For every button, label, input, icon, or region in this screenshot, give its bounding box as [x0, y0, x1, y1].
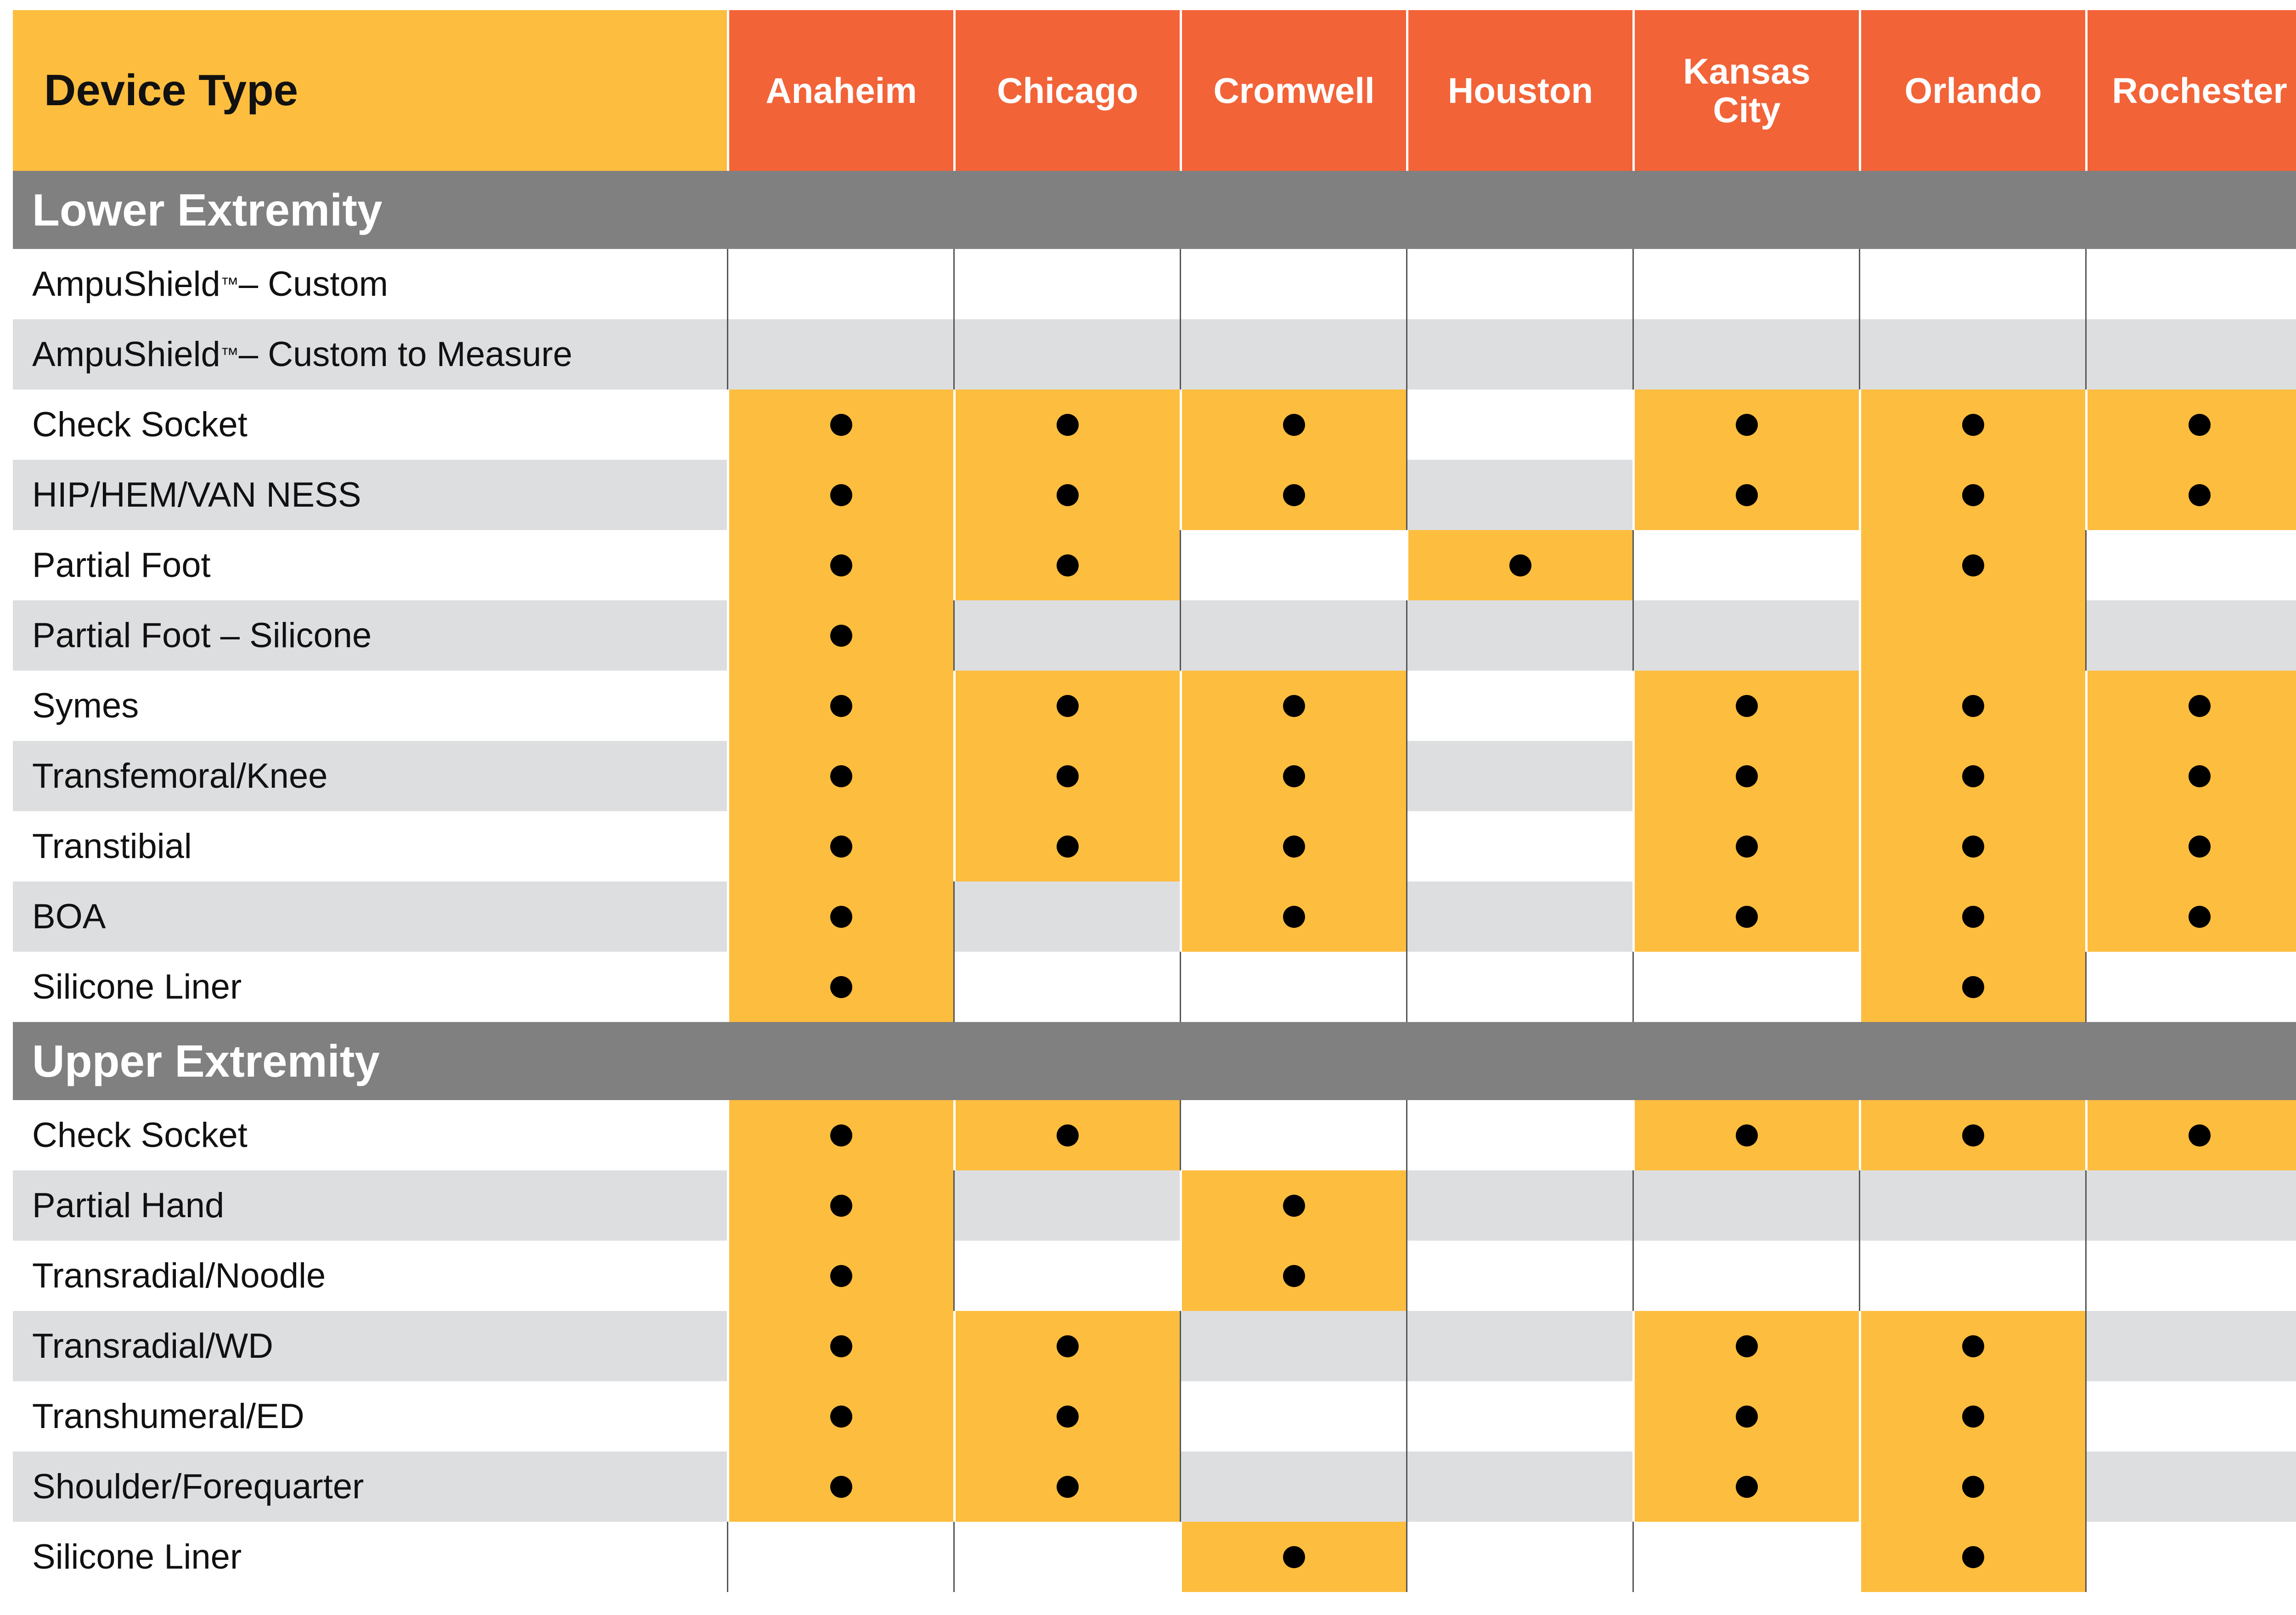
available-cell: [1859, 1100, 2085, 1170]
availability-dot-icon: [1962, 1406, 1984, 1428]
available-cell: [727, 390, 953, 460]
availability-dot-icon: [1283, 906, 1305, 928]
unavailable-cell: [2085, 952, 2296, 1022]
availability-dot-icon: [830, 554, 852, 576]
unavailable-cell: [1406, 1100, 1632, 1170]
available-cell: [1859, 952, 2085, 1022]
row-label: [13, 741, 727, 811]
unavailable-cell: [1406, 1170, 1632, 1241]
unavailable-cell: [1406, 671, 1632, 741]
available-cell: [2085, 460, 2296, 530]
section-header: Upper Extremity: [13, 1022, 2296, 1100]
row-label-text: Silicone Liner: [32, 1537, 242, 1576]
availability-dot-icon: [2189, 906, 2211, 928]
availability-dot-icon: [1962, 1335, 1984, 1357]
availability-dot-icon: [830, 1335, 852, 1357]
availability-dot-icon: [830, 976, 852, 998]
row-label-text: Transfemoral/Knee: [32, 757, 328, 796]
availability-dot-icon: [830, 1406, 852, 1428]
availability-dot-icon: [1057, 695, 1079, 717]
availability-dot-icon: [1057, 765, 1079, 787]
available-cell: [953, 390, 1180, 460]
unavailable-cell: [953, 881, 1180, 952]
row-label-text: AmpuShield: [32, 265, 220, 304]
row-label: [13, 671, 727, 741]
unavailable-cell: [953, 600, 1180, 671]
availability-dot-icon: [2189, 765, 2211, 787]
unavailable-cell: [1406, 1522, 1632, 1592]
unavailable-cell: [727, 319, 953, 390]
unavailable-cell: [2085, 1311, 2296, 1381]
availability-dot-icon: [1283, 695, 1305, 717]
available-cell: [2085, 390, 2296, 460]
availability-dot-icon: [1962, 695, 1984, 717]
unavailable-cell: [2085, 1451, 2296, 1522]
row-label-text: BOA: [32, 897, 106, 936]
availability-dot-icon: [1736, 414, 1758, 436]
availability-dot-icon: [1283, 1195, 1305, 1217]
available-cell: [727, 1170, 953, 1241]
row-label: [13, 1451, 727, 1522]
available-cell: [1180, 881, 1406, 952]
available-cell: [1859, 390, 2085, 460]
unavailable-cell: [1406, 1241, 1632, 1311]
unavailable-cell: [953, 249, 1180, 319]
row-label: AmpuShield ™ – Custom: [13, 249, 727, 319]
available-cell: [1632, 741, 1859, 811]
available-cell: [727, 1381, 953, 1451]
row-label-text: Check Socket: [32, 405, 248, 444]
available-cell: [1180, 811, 1406, 881]
availability-dot-icon: [1283, 1546, 1305, 1568]
available-cell: [1632, 881, 1859, 952]
available-cell: [727, 460, 953, 530]
location-header: Anaheim: [727, 10, 953, 171]
unavailable-cell: [1180, 1451, 1406, 1522]
available-cell: [953, 530, 1180, 600]
available-cell: [1632, 1311, 1859, 1381]
unavailable-cell: [1859, 249, 2085, 319]
location-header: Orlando: [1859, 10, 2085, 171]
available-cell: [1859, 671, 2085, 741]
availability-dot-icon: [1736, 836, 1758, 858]
availability-dot-icon: [830, 1124, 852, 1146]
availability-dot-icon: [2189, 695, 2211, 717]
available-cell: [727, 600, 953, 671]
available-cell: [2085, 1100, 2296, 1170]
availability-dot-icon: [1057, 1335, 1079, 1357]
row-label: [13, 1241, 727, 1311]
availability-dot-icon: [1962, 976, 1984, 998]
available-cell: [727, 741, 953, 811]
available-cell: [1859, 530, 2085, 600]
unavailable-cell: [1180, 1381, 1406, 1451]
unavailable-cell: [1632, 1522, 1859, 1592]
unavailable-cell: [1406, 460, 1632, 530]
available-cell: [953, 741, 1180, 811]
row-label: [13, 1311, 727, 1381]
available-cell: [727, 1451, 953, 1522]
available-cell: [1859, 1311, 2085, 1381]
availability-dot-icon: [1057, 484, 1079, 506]
unavailable-cell: [1406, 1311, 1632, 1381]
available-cell: [1859, 1381, 2085, 1451]
available-cell: [953, 1381, 1180, 1451]
row-label: [13, 1170, 727, 1241]
unavailable-cell: [1632, 600, 1859, 671]
row-label: [13, 881, 727, 952]
location-header: Chicago: [953, 10, 1180, 171]
availability-dot-icon: [1283, 1265, 1305, 1287]
unavailable-cell: [2085, 530, 2296, 600]
available-cell: [2085, 811, 2296, 881]
availability-dot-icon: [830, 484, 852, 506]
availability-dot-icon: [2189, 484, 2211, 506]
availability-dot-icon: [1962, 484, 1984, 506]
available-cell: [1180, 1241, 1406, 1311]
row-label-text: Transradial/WD: [32, 1327, 274, 1366]
availability-dot-icon: [2189, 1124, 2211, 1146]
unavailable-cell: [1632, 319, 1859, 390]
availability-dot-icon: [830, 414, 852, 436]
availability-dot-icon: [830, 765, 852, 787]
available-cell: [1180, 1522, 1406, 1592]
location-header: Kansas City: [1632, 10, 1859, 171]
unavailable-cell: [1180, 1100, 1406, 1170]
availability-dot-icon: [1962, 765, 1984, 787]
availability-dot-icon: [2189, 836, 2211, 858]
availability-dot-icon: [1962, 414, 1984, 436]
availability-dot-icon: [1283, 836, 1305, 858]
availability-dot-icon: [1057, 1406, 1079, 1428]
device-type-header: Device Type: [13, 10, 727, 171]
available-cell: [1180, 671, 1406, 741]
unavailable-cell: [727, 249, 953, 319]
available-cell: [1859, 881, 2085, 952]
available-cell: [953, 1311, 1180, 1381]
available-cell: [1180, 1170, 1406, 1241]
available-cell: [1180, 390, 1406, 460]
available-cell: [953, 1451, 1180, 1522]
available-cell: [1632, 460, 1859, 530]
availability-dot-icon: [1962, 836, 1984, 858]
available-cell: [1632, 1100, 1859, 1170]
available-cell: [1859, 460, 2085, 530]
available-cell: [727, 671, 953, 741]
location-header: Rochester: [2085, 10, 2296, 171]
availability-dot-icon: [1736, 1124, 1758, 1146]
availability-dot-icon: [1736, 1406, 1758, 1428]
available-cell: [1632, 1451, 1859, 1522]
unavailable-cell: [1180, 249, 1406, 319]
row-label-text: HIP/HEM/VAN NESS: [32, 475, 361, 514]
row-label-text: Shoulder/Forequarter: [32, 1467, 364, 1506]
available-cell: [1632, 390, 1859, 460]
available-cell: [727, 1100, 953, 1170]
availability-dot-icon: [1962, 1476, 1984, 1498]
available-cell: [1859, 1522, 2085, 1592]
available-cell: [1859, 811, 2085, 881]
available-cell: [1180, 741, 1406, 811]
availability-dot-icon: [1962, 1546, 1984, 1568]
unavailable-cell: [2085, 1241, 2296, 1311]
row-label-text: Transradial/Noodle: [32, 1256, 326, 1295]
unavailable-cell: [1859, 1170, 2085, 1241]
available-cell: [1406, 530, 1632, 600]
availability-dot-icon: [830, 1195, 852, 1217]
unavailable-cell: [2085, 1522, 2296, 1592]
availability-dot-icon: [1283, 484, 1305, 506]
unavailable-cell: [2085, 1381, 2296, 1451]
unavailable-cell: [1406, 390, 1632, 460]
unavailable-cell: [953, 1170, 1180, 1241]
row-label-text: Silicone Liner: [32, 967, 242, 1006]
row-label: [13, 600, 727, 671]
available-cell: [1859, 1451, 2085, 1522]
available-cell: [727, 1311, 953, 1381]
unavailable-cell: [1180, 1311, 1406, 1381]
available-cell: [727, 1241, 953, 1311]
unavailable-cell: [1406, 600, 1632, 671]
availability-dot-icon: [1057, 414, 1079, 436]
unavailable-cell: [1632, 530, 1859, 600]
unavailable-cell: [953, 319, 1180, 390]
row-label: [13, 952, 727, 1022]
availability-dot-icon: [830, 906, 852, 928]
availability-dot-icon: [1962, 1124, 1984, 1146]
unavailable-cell: [2085, 249, 2296, 319]
availability-dot-icon: [1283, 765, 1305, 787]
unavailable-cell: [1632, 952, 1859, 1022]
unavailable-cell: [1406, 952, 1632, 1022]
availability-dot-icon: [830, 1265, 852, 1287]
availability-dot-icon: [830, 625, 852, 647]
unavailable-cell: [1180, 319, 1406, 390]
unavailable-cell: [1180, 530, 1406, 600]
available-cell: [727, 811, 953, 881]
unavailable-cell: [1406, 1451, 1632, 1522]
available-cell: [1632, 811, 1859, 881]
row-label-suffix: – Custom to Measure: [238, 335, 573, 374]
row-label: AmpuShield ™ – Custom to Measure: [13, 319, 727, 390]
availability-dot-icon: [1057, 836, 1079, 858]
unavailable-cell: [1859, 319, 2085, 390]
availability-dot-icon: [1057, 1124, 1079, 1146]
availability-dot-icon: [1962, 554, 1984, 576]
unavailable-cell: [953, 1241, 1180, 1311]
availability-dot-icon: [1509, 554, 1531, 576]
row-label-text: Symes: [32, 686, 139, 725]
unavailable-cell: [2085, 1170, 2296, 1241]
row-label-text: Partial Hand: [32, 1186, 225, 1225]
section-header: Lower Extremity: [13, 171, 2296, 249]
row-label-suffix: – Custom: [238, 265, 388, 304]
unavailable-cell: [953, 1522, 1180, 1592]
row-label-text: Transhumeral/ED: [32, 1397, 304, 1436]
unavailable-cell: [1406, 249, 1632, 319]
row-label-text: AmpuShield: [32, 335, 220, 374]
availability-dot-icon: [2189, 414, 2211, 436]
row-label: [13, 390, 727, 460]
unavailable-cell: [1180, 952, 1406, 1022]
unavailable-cell: [1180, 600, 1406, 671]
unavailable-cell: [1632, 1241, 1859, 1311]
available-cell: [1859, 741, 2085, 811]
available-cell: [1632, 1381, 1859, 1451]
unavailable-cell: [1406, 741, 1632, 811]
availability-dot-icon: [1736, 484, 1758, 506]
availability-dot-icon: [830, 1476, 852, 1498]
availability-dot-icon: [830, 836, 852, 858]
unavailable-cell: [1406, 881, 1632, 952]
availability-dot-icon: [1736, 1335, 1758, 1357]
availability-dot-icon: [830, 695, 852, 717]
unavailable-cell: [1406, 319, 1632, 390]
row-label: [13, 460, 727, 530]
unavailable-cell: [1632, 249, 1859, 319]
row-label-text: Partial Foot: [32, 546, 211, 585]
unavailable-cell: [1406, 811, 1632, 881]
available-cell: [727, 881, 953, 952]
row-label: [13, 1381, 727, 1451]
available-cell: [953, 460, 1180, 530]
unavailable-cell: [1859, 1241, 2085, 1311]
unavailable-cell: [2085, 319, 2296, 390]
availability-dot-icon: [1283, 414, 1305, 436]
availability-dot-icon: [1736, 695, 1758, 717]
available-cell: [727, 530, 953, 600]
available-cell: [2085, 671, 2296, 741]
unavailable-cell: [1632, 1170, 1859, 1241]
available-cell: [1859, 600, 2085, 671]
location-header: Cromwell: [1180, 10, 1406, 171]
available-cell: [953, 811, 1180, 881]
unavailable-cell: [727, 1522, 953, 1592]
available-cell: [727, 952, 953, 1022]
location-header: Houston: [1406, 10, 1632, 171]
availability-dot-icon: [1057, 1476, 1079, 1498]
unavailable-cell: [1406, 1381, 1632, 1451]
row-label: [13, 811, 727, 881]
available-cell: [953, 1100, 1180, 1170]
availability-dot-icon: [1736, 765, 1758, 787]
available-cell: [2085, 881, 2296, 952]
row-label-text: Partial Foot – Silicone: [32, 616, 372, 655]
available-cell: [1632, 671, 1859, 741]
availability-dot-icon: [1057, 554, 1079, 576]
availability-dot-icon: [1736, 1476, 1758, 1498]
row-label-text: Check Socket: [32, 1116, 248, 1155]
row-label-text: Transtibial: [32, 827, 192, 866]
availability-dot-icon: [1962, 906, 1984, 928]
row-label: [13, 1522, 727, 1592]
unavailable-cell: [2085, 600, 2296, 671]
availability-dot-icon: [1736, 906, 1758, 928]
row-label: [13, 530, 727, 600]
available-cell: [953, 671, 1180, 741]
unavailable-cell: [953, 952, 1180, 1022]
row-label: [13, 1100, 727, 1170]
available-cell: [1180, 460, 1406, 530]
available-cell: [2085, 741, 2296, 811]
